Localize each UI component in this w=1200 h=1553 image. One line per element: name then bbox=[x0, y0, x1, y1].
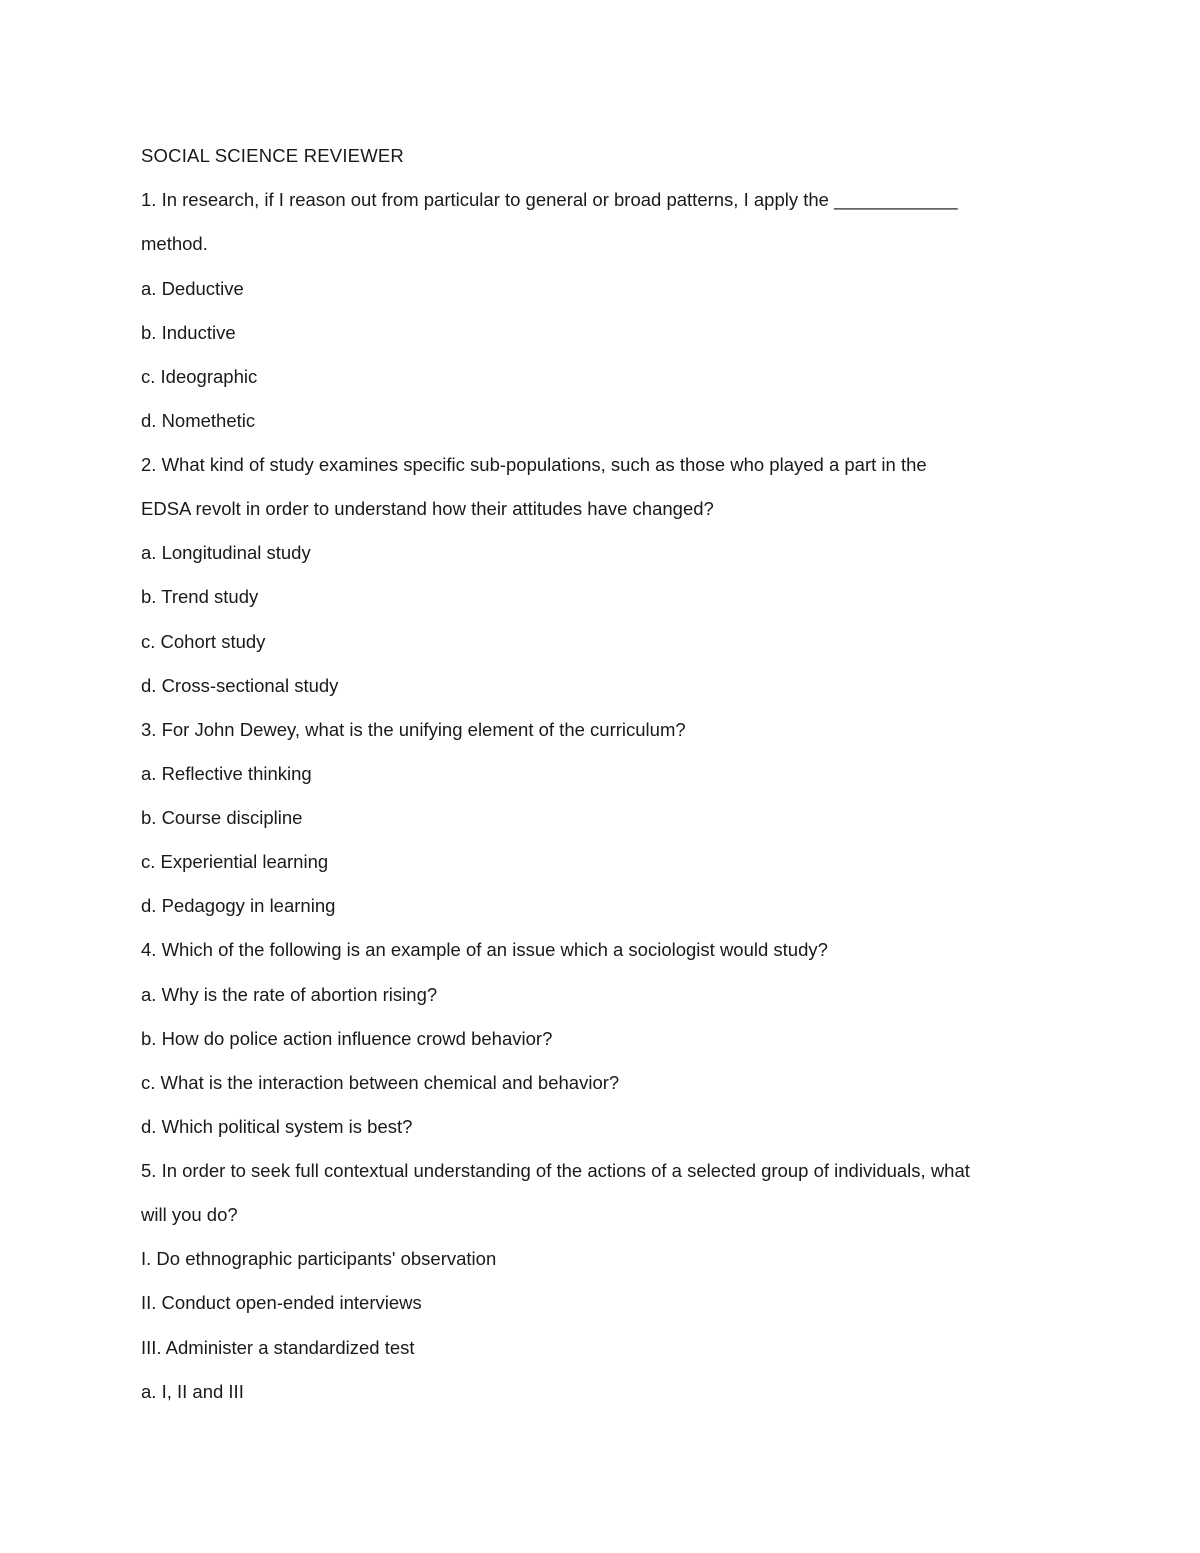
question-3-option-d: d. Pedagogy in learning bbox=[141, 895, 336, 916]
question-1-text-cont: method. bbox=[141, 233, 208, 254]
question-5-statement-3: III. Administer a standardized test bbox=[141, 1337, 415, 1358]
question-5-text-cont: will you do? bbox=[141, 1204, 238, 1225]
question-2-text: 2. What kind of study examines specific sub-populations, such as those who played a part in the bbox=[141, 454, 927, 475]
question-5-text: 5. In order to seek full contextual understanding of the actions of a selected group of individuals, what bbox=[141, 1160, 970, 1181]
question-3-option-b: b. Course discipline bbox=[141, 807, 303, 828]
question-1-option-c: c. Ideographic bbox=[141, 366, 258, 387]
question-1-option-a: a. Deductive bbox=[141, 278, 244, 299]
question-4-option-a: a. Why is the rate of abortion rising? bbox=[141, 984, 438, 1005]
question-2-option-a: a. Longitudinal study bbox=[141, 542, 311, 563]
question-5-statement-1: I. Do ethnographic participants' observation bbox=[141, 1248, 497, 1269]
question-1-option-b: b. Inductive bbox=[141, 322, 236, 343]
question-3-text: 3. For John Dewey, what is the unifying element of the curriculum? bbox=[141, 719, 686, 740]
question-5-statement-2: II. Conduct open-ended interviews bbox=[141, 1292, 422, 1313]
question-4-option-c: c. What is the interaction between chemical and behavior? bbox=[141, 1072, 620, 1093]
question-3-option-a: a. Reflective thinking bbox=[141, 763, 312, 784]
question-2-option-b: b. Trend study bbox=[141, 586, 259, 607]
question-1-text: 1. In research, if I reason out from particular to general or broad patterns, I apply the ____________ bbox=[141, 189, 958, 210]
question-2-text-cont: EDSA revolt in order to understand how their attitudes have changed? bbox=[141, 498, 714, 519]
question-5-option-a: a. I, II and III bbox=[141, 1381, 244, 1402]
question-2-option-c: c. Cohort study bbox=[141, 631, 266, 652]
question-3-option-c: c. Experiential learning bbox=[141, 851, 329, 872]
question-4-option-d: d. Which political system is best? bbox=[141, 1116, 413, 1137]
question-4-text: 4. Which of the following is an example of an issue which a sociologist would study? bbox=[141, 939, 828, 960]
question-2-option-d: d. Cross-sectional study bbox=[141, 675, 339, 696]
question-1-option-d: d. Nomethetic bbox=[141, 410, 256, 431]
page-title: SOCIAL SCIENCE REVIEWER bbox=[141, 145, 404, 166]
question-4-option-b: b. How do police action influence crowd behavior? bbox=[141, 1028, 553, 1049]
